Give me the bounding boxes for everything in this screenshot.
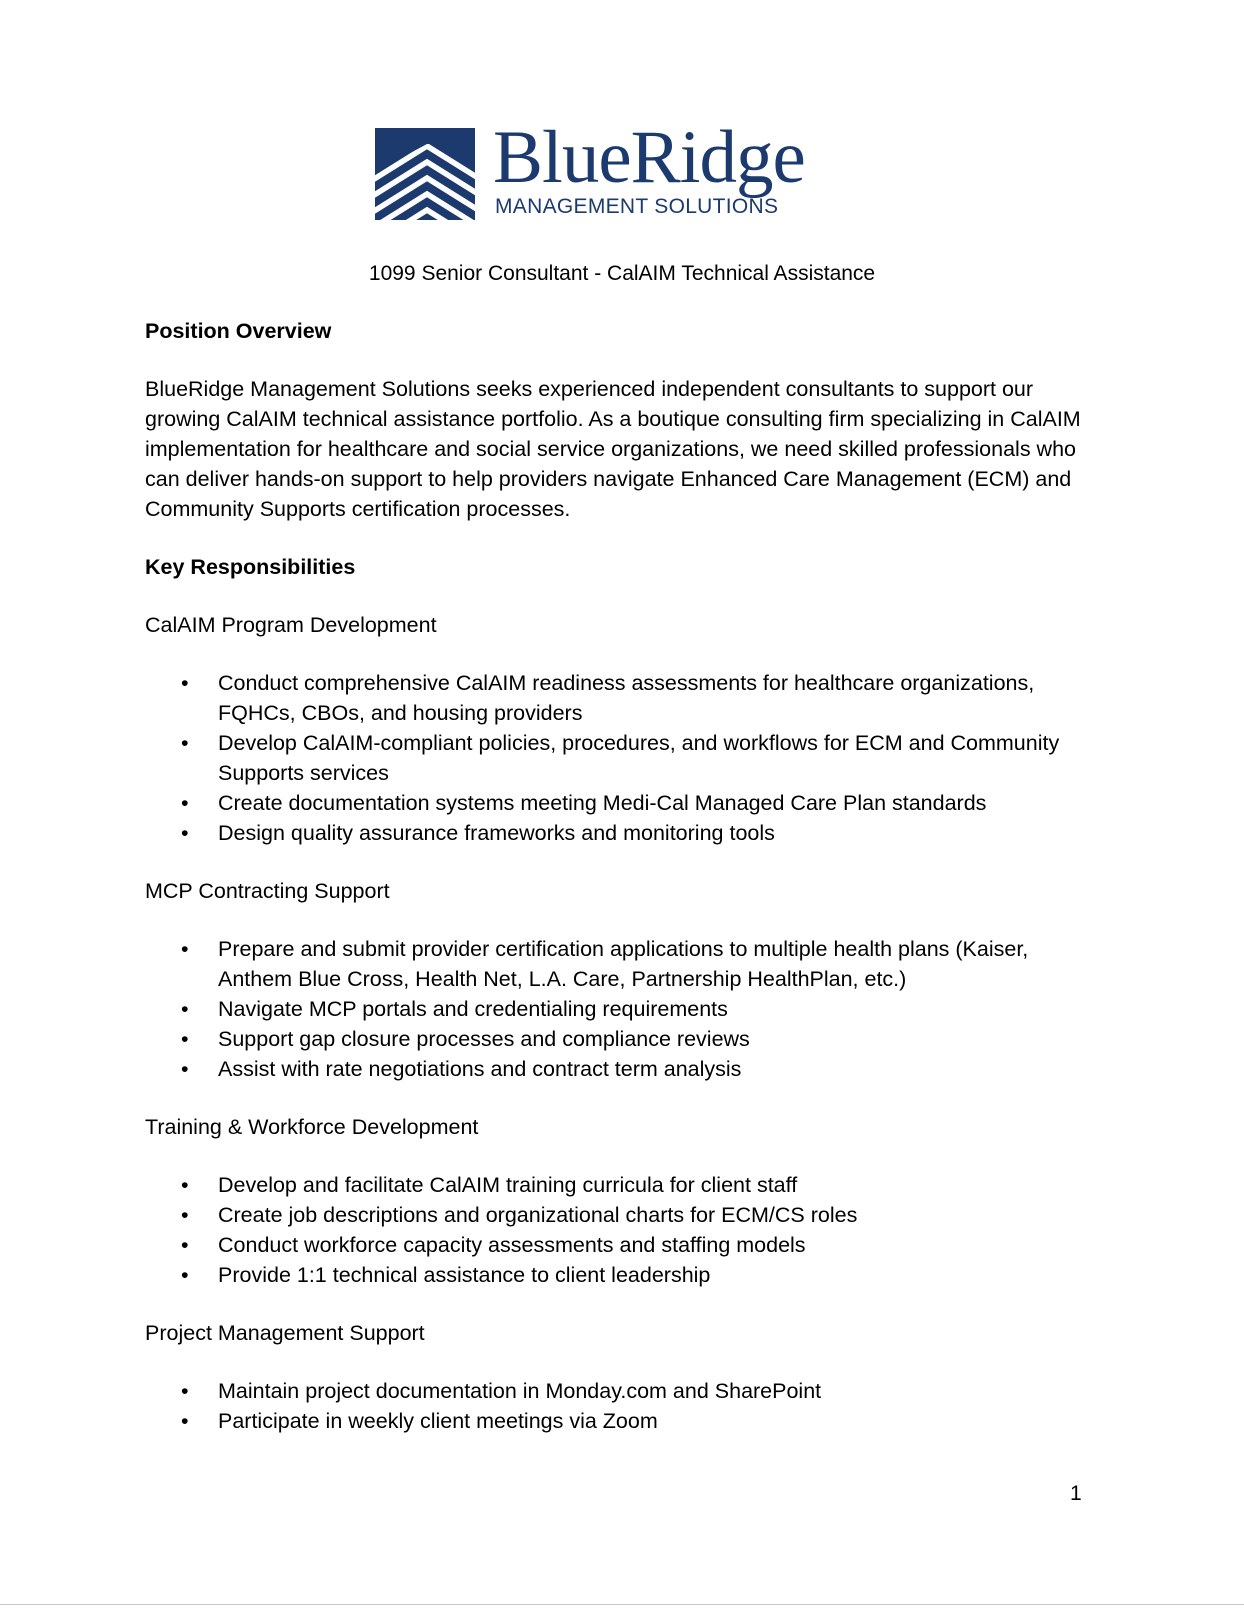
list-item: • Create job descriptions and organizational charts for ECM/CS roles (218, 1200, 1095, 1230)
list-item: • Conduct comprehensive CalAIM readiness assessments for healthcare organizations, FQHCs, CBOs, and housing providers (218, 668, 1095, 728)
bullet-icon: • (181, 791, 189, 815)
list-item: • Develop and facilitate CalAIM training curricula for client staff (218, 1170, 1095, 1200)
project-management-list (145, 1376, 1095, 1436)
document-title: 1099 Senior Consultant - CalAIM Technical Assistance (368, 262, 876, 285)
bullet-icon: • (181, 997, 189, 1021)
list-item: • Participate in weekly client meetings via Zoom (218, 1406, 1095, 1436)
list-item: • Prepare and submit provider certification applications to multiple health plans (Kaiser, Anthem Blue Cross, Health Net, L.A. Care, Partnership HealthPlan, etc.) (218, 934, 1095, 994)
company-name: BlueRidge (493, 116, 805, 199)
page-bottom-divider (0, 1604, 1244, 1605)
list-item: • Navigate MCP portals and credentialing requirements (218, 994, 1095, 1024)
company-logo (375, 116, 855, 222)
bullet-icon: • (181, 1027, 189, 1051)
mountain-stripes-icon (375, 128, 475, 220)
bullet-icon: • (181, 1379, 189, 1403)
bullet-icon: • (181, 1233, 189, 1257)
bullet-icon: • (181, 821, 189, 845)
bullet-icon: • (181, 1263, 189, 1287)
training-workforce-list (145, 1170, 1095, 1290)
position-overview-heading: Position Overview (145, 319, 332, 343)
program-development-list (145, 668, 1095, 848)
bullet-icon: • (181, 1057, 189, 1081)
list-item: • Provide 1:1 technical assistance to client leadership (218, 1260, 1095, 1290)
list-item: • Design quality assurance frameworks and monitoring tools (218, 818, 1095, 848)
section-title-training-workforce: Training & Workforce Development (145, 1115, 479, 1139)
list-item: • Conduct workforce capacity assessments and staffing models (218, 1230, 1095, 1260)
bullet-icon: • (181, 937, 189, 961)
bullet-icon: • (181, 731, 189, 755)
bullet-icon: • (181, 1409, 189, 1433)
company-tagline: MANAGEMENT SOLUTIONS (495, 195, 779, 218)
section-title-mcp-contracting: MCP Contracting Support (145, 879, 390, 903)
section-title-program-development: CalAIM Program Development (145, 613, 437, 637)
list-item: • Maintain project documentation in Monday.com and SharePoint (218, 1376, 1095, 1406)
bullet-icon: • (181, 1173, 189, 1197)
bullet-icon: • (181, 1203, 189, 1227)
list-item: • Develop CalAIM-compliant policies, procedures, and workflows for ECM and Community Supports services (218, 728, 1095, 788)
section-title-project-management: Project Management Support (145, 1321, 425, 1345)
page-number: 1 (1070, 1482, 1082, 1505)
key-responsibilities-heading: Key Responsibilities (145, 555, 356, 579)
list-item: • Assist with rate negotiations and contract term analysis (218, 1054, 1095, 1084)
list-item: • Create documentation systems meeting Medi-Cal Managed Care Plan standards (218, 788, 1095, 818)
bullet-icon: • (181, 671, 189, 695)
position-overview-text: BlueRidge Management Solutions seeks experienced independent consultants to support our growing CalAIM technical assistance portfolio. As a boutique consulting firm specializing in CalAIM implementation for healthcare and social service organizations, we need skilled professionals who can deliver hands-on support to help providers navigate Enhanced Care Management (ECM) and Community Supports certification processes. (145, 377, 1081, 521)
mcp-contracting-list (145, 934, 1095, 1084)
document-body (145, 316, 1095, 1464)
list-item: • Support gap closure processes and compliance reviews (218, 1024, 1095, 1054)
